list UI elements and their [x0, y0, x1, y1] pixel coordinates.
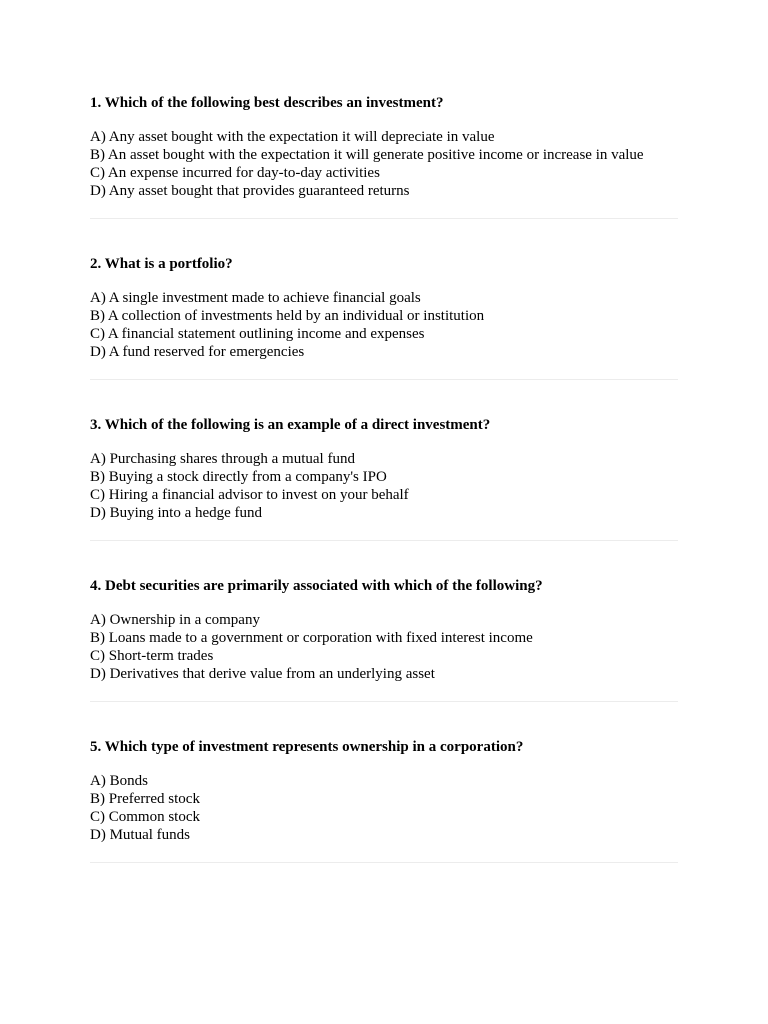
option-c: C) Short-term trades [90, 648, 214, 664]
option-a: A) Purchasing shares through a mutual fund [90, 451, 355, 467]
option-b: B) An asset bought with the expectation it will generate positive income or increase in value [90, 147, 644, 163]
option-d: D) A fund reserved for emergencies [90, 344, 305, 360]
question-1 [90, 94, 678, 219]
options-list [90, 128, 678, 200]
question-title: 5. Which type of investment represents ownership in a corporation? [90, 739, 524, 755]
option-d: D) Derivatives that derive value from an underlying asset [90, 666, 435, 682]
options-list [90, 450, 678, 522]
question-4 [90, 577, 678, 702]
options-list [90, 289, 678, 361]
option-b: B) Loans made to a government or corporation with fixed interest income [90, 630, 533, 646]
option-d: D) Mutual funds [90, 827, 190, 843]
question-2 [90, 255, 678, 380]
option-d: D) Any asset bought that provides guaranteed returns [90, 183, 410, 199]
option-c: C) Common stock [90, 809, 201, 825]
question-3 [90, 416, 678, 541]
question-5 [90, 738, 678, 863]
option-a: A) A single investment made to achieve financial goals [90, 290, 421, 306]
question-title: 3. Which of the following is an example of a direct investment? [90, 417, 491, 433]
option-d: D) Buying into a hedge fund [90, 505, 263, 521]
option-c: C) Hiring a financial advisor to invest on your behalf [90, 487, 409, 503]
options-list [90, 611, 678, 683]
option-a: A) Ownership in a company [90, 612, 260, 628]
question-title: 1. Which of the following best describes an investment? [90, 95, 444, 111]
option-b: B) Preferred stock [90, 791, 200, 807]
option-c: C) A financial statement outlining income and expenses [90, 326, 425, 342]
option-b: B) Buying a stock directly from a company's IPO [90, 469, 387, 485]
option-a: A) Any asset bought with the expectation it will depreciate in value [90, 129, 495, 145]
question-title: 4. Debt securities are primarily associated with which of the following? [90, 578, 543, 594]
option-b: B) A collection of investments held by an individual or institution [90, 308, 485, 324]
option-a: A) Bonds [90, 773, 148, 789]
options-list [90, 772, 678, 844]
question-title: 2. What is a portfolio? [90, 256, 233, 272]
option-c: C) An expense incurred for day-to-day activities [90, 165, 380, 181]
